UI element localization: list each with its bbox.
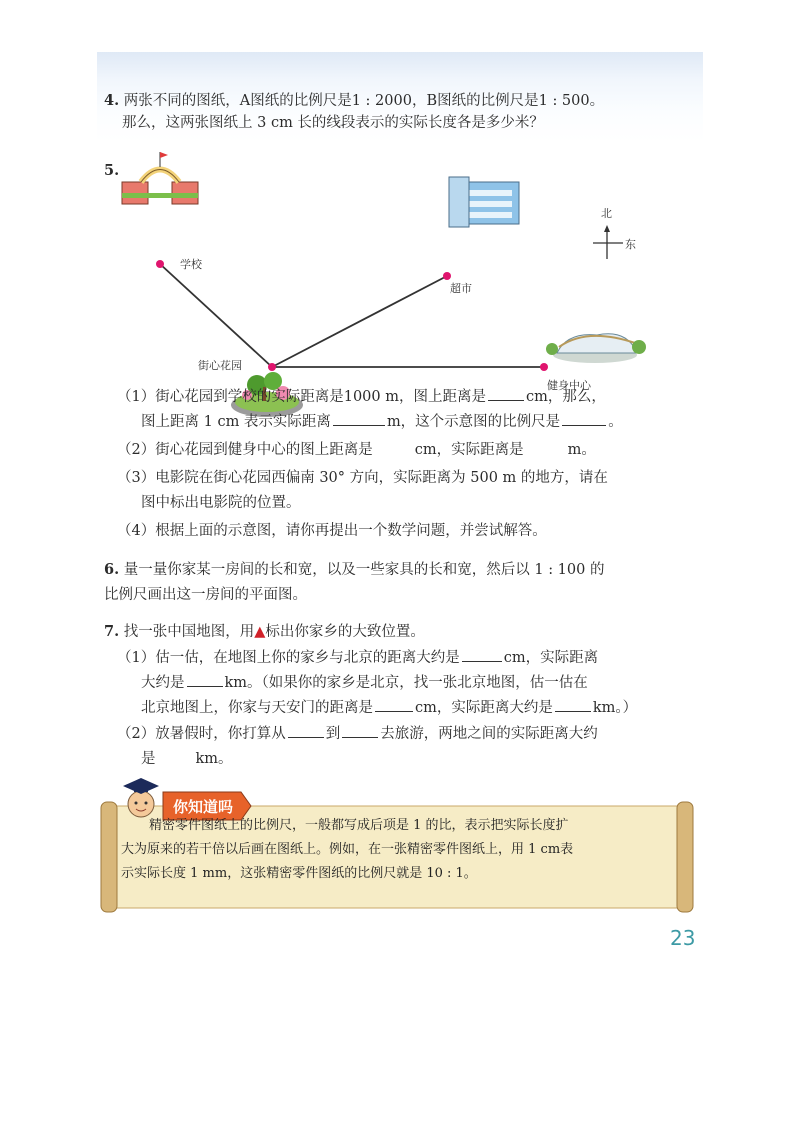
question-number: 6. bbox=[104, 561, 120, 578]
info-line: 精密零件图纸上的比例尺，一般都写成后项是 1 的比，表示把实际长度扩 bbox=[149, 818, 569, 833]
sub-text: （3）电影院在街心花园西偏南 30° 方向，实际距离为 500 m 的地方，请在 bbox=[117, 470, 608, 486]
sub-text: （1）估一估，在地图上你的家乡与北京的距离大约是 bbox=[117, 650, 460, 666]
q5-sub-1 bbox=[117, 385, 623, 435]
school-illustration bbox=[122, 152, 198, 204]
q7-sub-1 bbox=[117, 646, 637, 721]
question-number: 7. bbox=[104, 623, 120, 640]
sub-text: （2）街心花园到健身中心的图上距离是 bbox=[117, 442, 373, 458]
did-you-know-title: 你知道吗 bbox=[173, 798, 234, 816]
question-text: 那么，这两张图纸上 3 cm 长的线段表示的实际长度各是多少米？ bbox=[122, 115, 544, 131]
gym-point bbox=[540, 363, 548, 371]
sub-text: km。） bbox=[592, 700, 638, 716]
page-number: 23 bbox=[670, 926, 696, 950]
map-diagram bbox=[97, 147, 703, 392]
school-label: 学校 bbox=[180, 258, 202, 271]
answer-blank[interactable] bbox=[555, 696, 591, 712]
sub-text: （4）根据上面的示意图，请你再提出一个数学问题，并尝试解答。 bbox=[117, 523, 547, 539]
q7-sub-2 bbox=[117, 722, 598, 772]
east-label: 东 bbox=[625, 238, 636, 251]
sub-text: （2）放暑假时，你打算从 bbox=[117, 726, 286, 742]
answer-blank[interactable] bbox=[288, 722, 324, 738]
answer-blank[interactable] bbox=[187, 671, 223, 687]
q5-sub-4 bbox=[117, 519, 547, 544]
triangle-icon: ▲ bbox=[254, 624, 266, 640]
sub-text: 到 bbox=[325, 726, 341, 742]
did-you-know-text bbox=[121, 814, 661, 886]
sub-text: （1）街心花园到学校的实际距离是1000 m，图上距离是 bbox=[117, 389, 486, 405]
sub-text: 图上距离 1 cm 表示实际距离 bbox=[141, 414, 331, 430]
answer-blank[interactable] bbox=[562, 410, 606, 426]
answer-blank[interactable] bbox=[462, 646, 502, 662]
sub-text: km。（如果你的家乡是北京，找一张北京地图，估一估在 bbox=[224, 675, 588, 691]
garden-market-line bbox=[272, 276, 447, 367]
question-text: 找一张中国地图，用 bbox=[123, 624, 255, 640]
answer-blank[interactable] bbox=[375, 439, 413, 454]
sub-text: 大约是 bbox=[141, 675, 185, 691]
gym-label: 健身中心 bbox=[547, 379, 591, 392]
question-number: 4. bbox=[104, 92, 120, 109]
school-point bbox=[156, 260, 164, 268]
question-text: 标出你家乡的大致位置。 bbox=[265, 624, 425, 640]
answer-blank[interactable] bbox=[375, 696, 413, 712]
garden-point bbox=[268, 363, 276, 371]
q5-sub-3 bbox=[117, 466, 608, 516]
sub-text: 去旅游，两地之间的实际距离大约 bbox=[380, 726, 598, 742]
answer-blank[interactable] bbox=[526, 439, 566, 454]
question-4 bbox=[104, 90, 604, 134]
question-text: 量一量你家某一房间的长和宽，以及一些家具的长和宽，然后以 1 : 100 的 bbox=[123, 562, 605, 578]
question-7 bbox=[104, 619, 425, 645]
sub-text: cm，那么， bbox=[525, 389, 606, 405]
garden-school-line bbox=[160, 264, 272, 367]
answer-blank[interactable] bbox=[158, 748, 194, 763]
question-number: 5. bbox=[104, 162, 120, 179]
info-line: 示实际长度 1 mm，这张精密零件图纸的比例尺就是 10 : 1。 bbox=[121, 866, 477, 881]
sub-text: cm，实际距离大约是 bbox=[415, 700, 553, 716]
sub-text: cm，实际距离是 bbox=[414, 442, 524, 458]
market-point bbox=[443, 272, 451, 280]
compass-icon bbox=[593, 207, 636, 259]
sub-text: m。 bbox=[567, 442, 596, 458]
sub-text: km。 bbox=[195, 751, 233, 767]
answer-blank[interactable] bbox=[488, 385, 524, 401]
sub-text: 北京地图上，你家与天安门的距离是 bbox=[141, 700, 373, 716]
question-text: 比例尺画出这一房间的平面图。 bbox=[104, 587, 307, 603]
did-you-know-box bbox=[101, 774, 697, 914]
answer-blank[interactable] bbox=[333, 410, 385, 426]
market-label: 超市 bbox=[450, 282, 472, 295]
textbook-page bbox=[97, 52, 703, 964]
garden-label: 街心花园 bbox=[198, 359, 242, 372]
gym-illustration bbox=[546, 334, 646, 363]
supermarket-illustration bbox=[449, 177, 519, 227]
north-label: 北 bbox=[601, 207, 612, 220]
sub-text: 图中标出电影院的位置。 bbox=[141, 495, 301, 511]
sub-text: m，这个示意图的比例尺是 bbox=[386, 414, 561, 430]
sub-text: cm，实际距离 bbox=[503, 650, 599, 666]
info-line: 大为原来的若干倍以后画在图纸上。例如，在一张精密零件图纸上，用 1 cm表 bbox=[121, 842, 574, 857]
q5-sub-2 bbox=[117, 438, 596, 463]
answer-blank[interactable] bbox=[342, 722, 378, 738]
sub-text: 。 bbox=[608, 414, 623, 430]
sub-text: 是 bbox=[141, 751, 156, 767]
question-text: 两张不同的图纸，A图纸的比例尺是1 : 2000，B图纸的比例尺是1 : 500。 bbox=[123, 93, 605, 109]
question-6 bbox=[104, 557, 604, 608]
